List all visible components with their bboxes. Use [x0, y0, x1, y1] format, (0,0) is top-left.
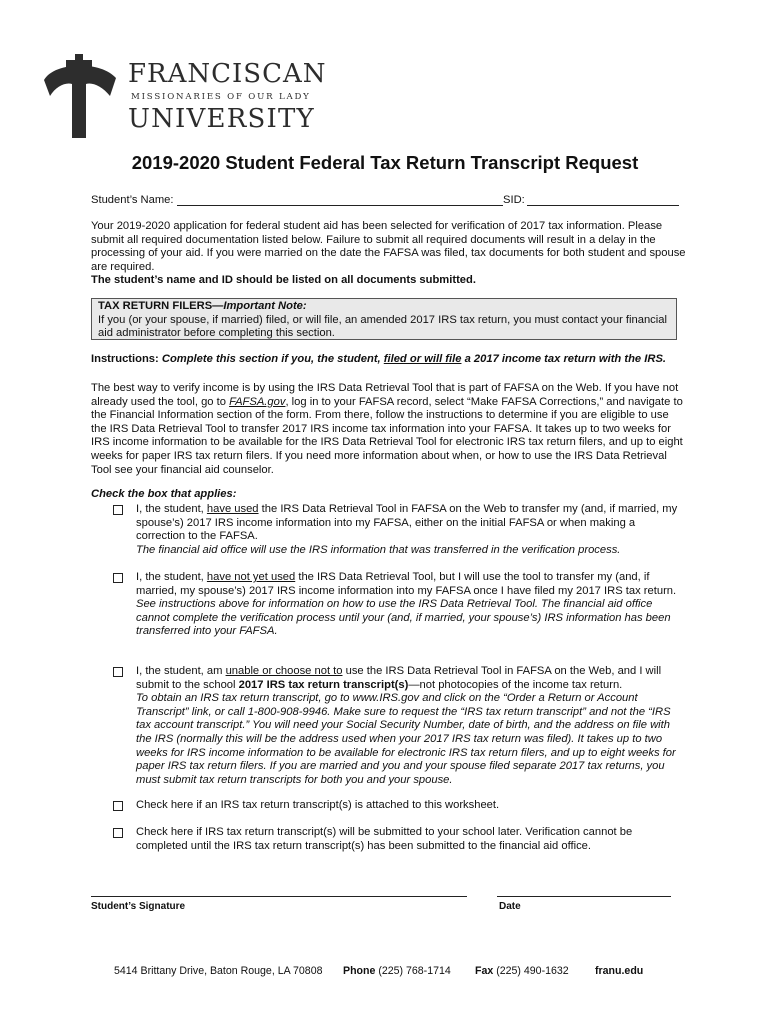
- checklist-item-text: [136, 503, 686, 557]
- footer-fax-label: Fax: [475, 965, 494, 977]
- checkbox-have-not-yet-used[interactable]: [113, 573, 123, 583]
- footer-website[interactable]: franu.edu: [595, 965, 644, 977]
- item-text: I, the student,: [136, 571, 204, 583]
- footer-phone-label: Phone: [343, 965, 376, 977]
- university-logo: [40, 52, 327, 138]
- drt-paragraph: [91, 382, 687, 477]
- page-title: 2019-2020 Student Federal Tax Return Transcript Request: [131, 152, 639, 173]
- item-underlined: have used: [206, 503, 259, 515]
- checkbox-transcript-attached[interactable]: [113, 801, 123, 811]
- sid-label: SID:: [503, 194, 525, 206]
- sid-field[interactable]: [527, 205, 679, 206]
- checklist-header: Check the box that applies:: [91, 488, 237, 500]
- note-text: If you (or your spouse, if married) filed, or will file, an amended 2017 IRS tax return, you must contact your financial aid administrator before completing this section.: [98, 313, 667, 340]
- drt-text-a: The best way to verify income is by using the IRS Data Retrieval Tool that is part of FAFSA on the Web. If you have not already used the tool, go to: [91, 382, 679, 408]
- item-bold: 2017 IRS tax return transcript(s): [238, 678, 409, 691]
- checkbox-have-used[interactable]: [113, 505, 123, 515]
- logo-name: FRANCISCAN: [128, 59, 327, 89]
- date-label: Date: [499, 901, 521, 912]
- note-heading: TAX RETURN FILERS—: [98, 300, 224, 312]
- intro-section: [91, 220, 687, 288]
- footer-phone: [343, 965, 451, 979]
- item-note: The financial aid office will use the IRS information that was transferred in the verification process.: [136, 543, 621, 556]
- note-heading-italic: Important Note:: [223, 300, 307, 312]
- logo-subtitle: MISSIONARIES OF OUR LADY: [131, 92, 311, 102]
- intro-bold-line: The student’s name and ID should be listed on all documents submitted.: [91, 274, 476, 287]
- instructions-text-a: Complete this section if you, the student,: [161, 353, 381, 365]
- tax-filers-note: [91, 298, 677, 340]
- checkbox-unable[interactable]: [113, 667, 123, 677]
- footer-phone-number: (225) 768-1714: [378, 965, 451, 977]
- checkbox-transcript-later[interactable]: [113, 828, 123, 838]
- cross-emblem-icon: [40, 52, 120, 138]
- student-signature-field[interactable]: [91, 896, 467, 897]
- student-name-field[interactable]: [177, 205, 503, 206]
- item-text: the IRS Data Retrieval Tool in FAFSA on the Web to transfer my (and, if married, my spouse’s) 2017 IRS income information into my FAFSA, either on the initial FAFSA or when making a correction to the FAFSA.: [136, 503, 678, 543]
- fafsa-link[interactable]: FAFSA.gov: [229, 395, 286, 408]
- item-note: See instructions above for information on how to use the IRS Data Retrieval Tool. The financial aid office cannot complete the verification process until your (and, if married, your spouse’s) IRS information has been transferred into your FAFSA.: [136, 598, 671, 638]
- item-text: the IRS Data Retrieval Tool, but I will use the tool to transfer my (and, if married, my spouse’s) 2017 IRS income information into my FAFSA once I have filed my 2017 IRS tax return.: [136, 571, 677, 597]
- checklist-item-text: Check here if an IRS tax return transcript(s) is attached to this worksheet.: [136, 799, 500, 811]
- instructions-text-b: a 2017 income tax return with the IRS.: [464, 353, 667, 365]
- footer-fax: [475, 965, 569, 979]
- instructions-underlined: filed or will file: [383, 353, 462, 365]
- item-underlined: unable or choose not to: [225, 665, 343, 677]
- item-text: I, the student, am: [136, 665, 223, 677]
- date-field[interactable]: [497, 896, 671, 897]
- checklist-item-text: [136, 665, 686, 787]
- item-text: I, the student,: [136, 503, 204, 515]
- item-underlined: have not yet used: [206, 571, 296, 583]
- student-signature-label: Student’s Signature: [91, 901, 186, 912]
- item-text: —not photocopies of the income tax return.: [408, 678, 623, 691]
- student-name-label: Student’s Name:: [91, 194, 174, 206]
- item-note: To obtain an IRS tax return transcript, go to www.IRS.gov and click on the “Order a Return or Account Transcript” link, or call 1-800-908-9946. Make sure to request the “IRS tax return transcript” and not the “IRS tax account transcript.” You will need your Social Security Number, date of birth, and the address on file with the IRS (normally this will be the address used when your 2017 IRS tax return was filed). It takes up to two weeks for IRS income information to be available for electronic IRS tax return filers, and up to eight weeks for paper IRS tax return filers. If you are married and you and your spouse filed separate 2017 tax returns, you must submit tax return transcripts for both you and your spouse.: [136, 692, 676, 786]
- checklist-item-text: Check here if IRS tax return transcript(s) will be submitted to your school later. Verification cannot be completed until the IRS tax return transcript(s) has been submitted to the financial aid office.: [136, 826, 633, 852]
- item-text: use the IRS Data Retrieval Tool in FAFSA on the Web, and I will submit to the school: [136, 665, 662, 691]
- intro-text: Your 2019-2020 application for federal student aid has been selected for verification of 2017 tax information. Please submit all required documentation listed below. Failure to submit all required documents will result in a delay in the processing of your aid. If you were married on the date the FAFSA was filed, tax documents for both student and spouse are required.: [91, 220, 686, 273]
- student-info-row: [91, 194, 687, 210]
- checklist-item-text: [136, 571, 686, 639]
- logo-university: UNIVERSITY: [128, 104, 315, 134]
- footer-address: 5414 Brittany Drive, Baton Rouge, LA 70808: [114, 965, 323, 977]
- instructions-line: [91, 353, 687, 367]
- drt-text-b: , log in to your FAFSA record, select “Make FAFSA Corrections,” and navigate to the Financial Information section of the form. From there, follow the instructions to determine if you are eligible to use the IRS Data Retrieval Tool to transfer 2017 IRS income tax information into your FAFSA. It takes up to two weeks for IRS income information to be available for the IRS Data Retrieval Tool for electronic IRS tax return filers, and up to eight weeks for paper IRS tax return filers. If you need more information about when, or how to use the IRS Data Retrieval Tool see your financial aid counselor.: [91, 395, 683, 476]
- footer-fax-number: (225) 490-1632: [496, 965, 569, 977]
- instructions-label: Instructions:: [91, 353, 159, 365]
